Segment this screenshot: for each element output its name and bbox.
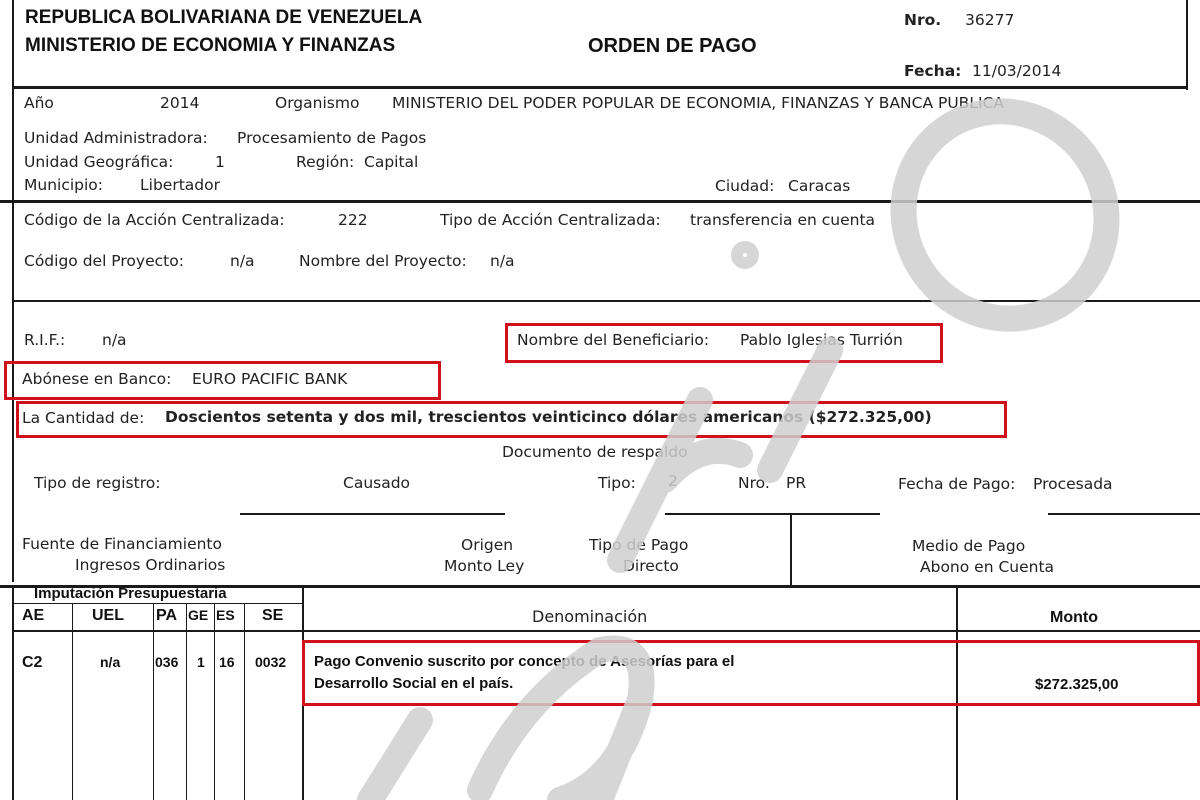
imputacion-title-underline [12, 603, 302, 604]
municipality-value: Libertador [140, 176, 220, 194]
col-header-monto: Monto [1050, 609, 1098, 626]
order-number-label: Nro. [904, 11, 942, 29]
right-border-top [1186, 0, 1188, 90]
table-header-line [12, 630, 1200, 632]
col-header-uel: UEL [92, 607, 124, 624]
amount-in-words: Doscientos setenta y dos mil, trescientos veinticinco dólares americanos ($272.325,00) [165, 408, 932, 426]
doc-number-label: Nro. [738, 474, 770, 492]
denomination-highlight-box [302, 640, 1200, 706]
municipality-label: Municipio: [24, 176, 104, 194]
cell-pa: 036 [155, 654, 179, 670]
divider-respaldo-mid [665, 513, 880, 515]
organism-label: Organismo [275, 94, 360, 112]
action-type-value: transferencia en cuenta [690, 211, 876, 229]
amount-value: $272.325,00 [1035, 676, 1119, 693]
beneficiary-name: Pablo Iglesias Turrión [740, 331, 903, 349]
record-type-value: Causado [343, 474, 411, 492]
funding-source-value: Ingresos Ordinarios [75, 556, 226, 574]
backup-document-title: Documento de respaldo [502, 443, 688, 461]
admin-unit-label: Unidad Administradora: [24, 129, 208, 147]
divider-financiamiento [790, 515, 792, 585]
rif-value: n/a [102, 331, 127, 349]
col-header-ae: AE [22, 607, 45, 624]
project-name-value: n/a [490, 252, 515, 270]
cell-ge: 1 [197, 654, 205, 670]
divider-accion [12, 300, 1200, 302]
col-line-ge [186, 603, 187, 800]
city-value: Caracas [788, 177, 851, 195]
bank-name: EURO PACIFIC BANK [192, 370, 348, 388]
admin-unit-value: Procesamiento de Pagos [237, 129, 427, 147]
denomination-line-1: Pago Convenio suscrito por concepto de Asesorías para el [314, 653, 735, 670]
rif-label: R.I.F.: [24, 331, 66, 349]
year-label: Año [24, 94, 54, 112]
geo-unit-value: 1 [215, 153, 225, 171]
divider-respaldo-right [1048, 513, 1200, 515]
left-border-beneficiario [12, 302, 14, 582]
payment-type-label: Tipo de Pago [589, 536, 689, 554]
origin-label: Origen [461, 536, 514, 554]
col-line-pa [153, 603, 154, 800]
city-label: Ciudad: [715, 177, 775, 195]
region-label: Región: [296, 153, 355, 171]
country-name: REPUBLICA BOLIVARIANA DE VENEZUELA [25, 7, 423, 28]
watermark-stroke-lower [370, 720, 420, 800]
divider-header [12, 86, 1188, 89]
beneficiary-label: Nombre del Beneficiario: [517, 331, 710, 349]
funding-source-label: Fuente de Financiamiento [22, 535, 222, 553]
col-header-es: ES [216, 607, 235, 623]
cell-es: 16 [219, 654, 235, 670]
payment-date-value: Procesada [1033, 475, 1113, 493]
date-label: Fecha: [904, 62, 962, 80]
organism-value: MINISTERIO DEL PODER POPULAR DE ECONOMIA, FINANZAS Y BANCA PUBLICA [392, 94, 1004, 112]
cell-se: 0032 [255, 654, 287, 670]
year-value: 2014 [160, 94, 200, 112]
left-border-top [12, 0, 14, 90]
divider-respaldo-left [240, 513, 505, 515]
left-border-accion [12, 202, 14, 302]
cell-ae: C2 [22, 654, 43, 671]
budget-allocation-title: Imputación Presupuestaria [34, 585, 227, 602]
denomination-line-2: Desarrollo Social en el país. [314, 675, 514, 692]
order-number: 36277 [965, 11, 1015, 29]
ministry-name: MINISTERIO DE ECONOMIA Y FINANZAS [25, 35, 396, 56]
payment-method-value: Abono en Cuenta [920, 558, 1055, 576]
geo-unit-label: Unidad Geográfica: [24, 153, 174, 171]
action-code-label: Código de la Acción Centralizada: [24, 211, 285, 229]
cell-uel: n/a [100, 654, 121, 670]
project-code-label: Código del Proyecto: [24, 252, 184, 270]
payment-type-value: Directo [623, 557, 679, 575]
doc-number-value: PR [786, 474, 807, 492]
doc-type-value: 2 [668, 472, 678, 490]
amount-label: La Cantidad de: [22, 409, 145, 427]
col-line-ae [12, 588, 14, 800]
date-value: 11/03/2014 [972, 62, 1062, 80]
origin-value: Monto Ley [444, 557, 525, 575]
action-code-value: 222 [338, 211, 368, 229]
bank-label: Abónese en Banco: [22, 370, 172, 388]
watermark-letter-i-dot [739, 249, 751, 261]
payment-method-label: Medio de Pago [912, 537, 1026, 555]
doc-type-label: Tipo: [598, 474, 636, 492]
payment-date-label: Fecha de Pago: [898, 475, 1016, 493]
record-type-label: Tipo de registro: [34, 474, 161, 492]
col-line-es [214, 603, 215, 800]
action-type-label: Tipo de Acción Centralizada: [440, 211, 661, 229]
divider-general [0, 200, 1200, 203]
project-name-label: Nombre del Proyecto: [299, 252, 467, 270]
document-title: ORDEN DE PAGO [588, 35, 757, 57]
col-line-uel [72, 603, 73, 800]
region-value: Capital [364, 153, 419, 171]
left-border-general [12, 88, 14, 200]
col-header-ge: GE [188, 607, 209, 623]
col-header-pa: PA [156, 607, 178, 624]
col-header-denominacion: Denominación [532, 607, 648, 626]
project-code-value: n/a [230, 252, 255, 270]
col-header-se: SE [262, 607, 284, 624]
col-line-se [244, 603, 245, 800]
watermark-letter-o [865, 73, 1146, 357]
